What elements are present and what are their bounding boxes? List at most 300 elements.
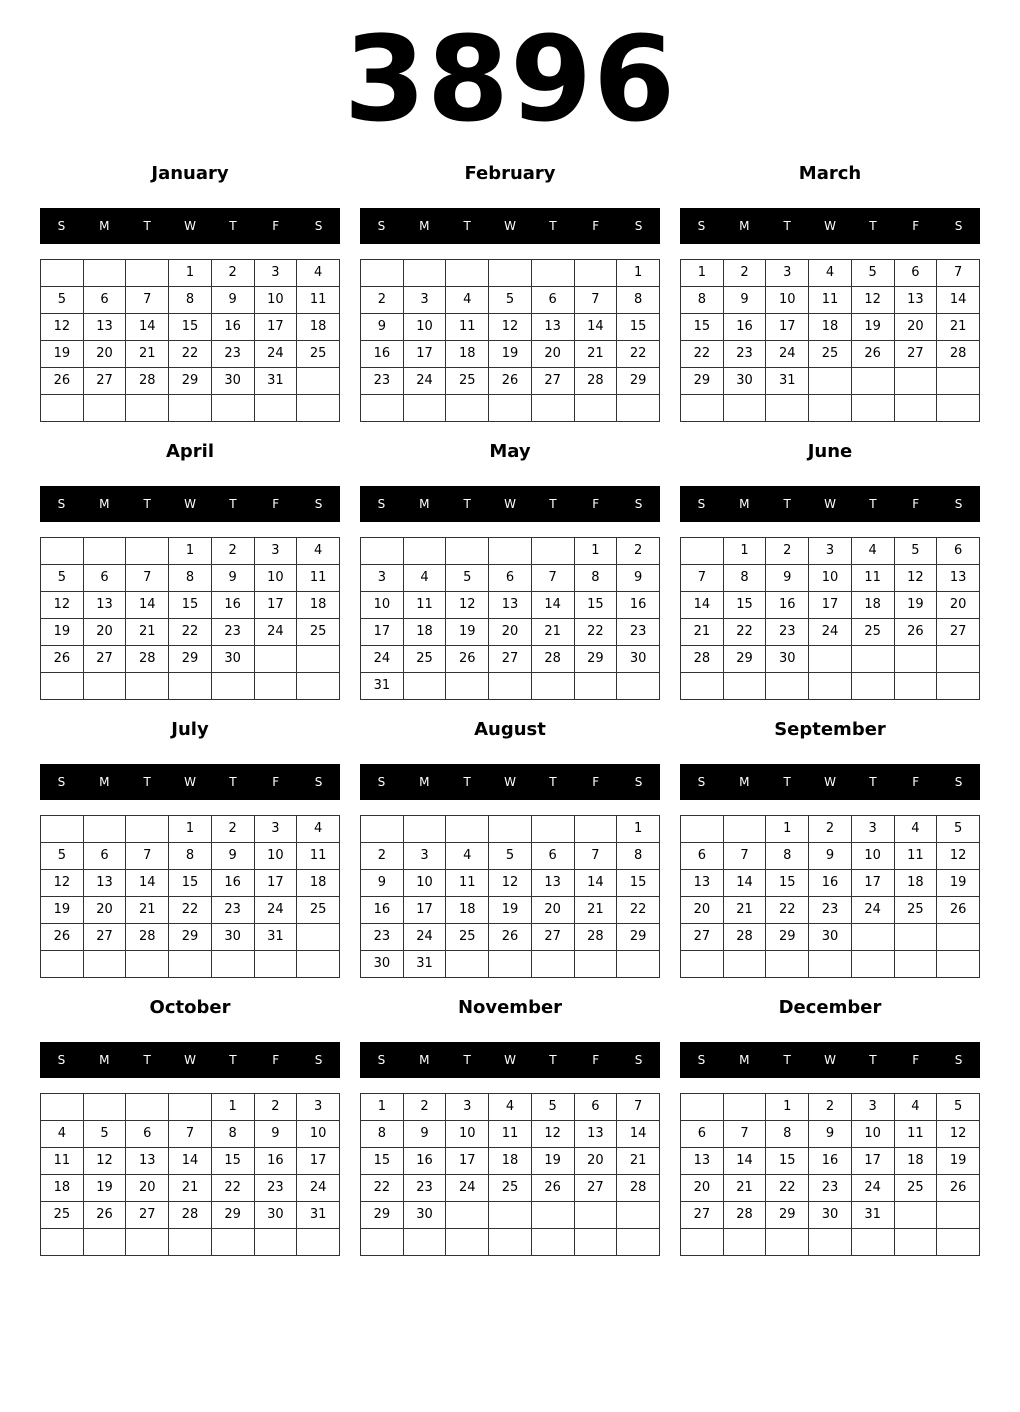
weekday-header [40,486,340,522]
day-cell [254,951,297,978]
weekday-label: T [229,219,237,233]
day-cell: 14 [574,870,617,897]
day-cell: 15 [361,1148,404,1175]
week-row [41,619,340,646]
week-row [361,816,660,843]
day-cell: 13 [126,1148,169,1175]
day-cell: 2 [809,816,852,843]
day-cell: 4 [403,565,446,592]
day-cell: 3 [851,816,894,843]
day-cell: 1 [211,1094,254,1121]
day-cell [489,816,532,843]
day-cell: 16 [617,592,660,619]
day-cell: 20 [531,897,574,924]
weekday-label: T [549,497,557,511]
day-cell: 5 [41,565,84,592]
week-row [361,341,660,368]
day-cell: 24 [297,1175,340,1202]
day-grid [40,259,340,422]
day-cell: 19 [531,1148,574,1175]
day-cell: 23 [211,341,254,368]
weekday-label: T [143,1053,151,1067]
day-cell: 19 [446,619,489,646]
week-row [361,897,660,924]
day-grid [360,537,660,700]
day-cell: 10 [297,1121,340,1148]
day-cell: 18 [894,870,937,897]
day-cell [894,1229,937,1256]
weekday-label: M [99,497,110,511]
day-cell: 21 [681,619,724,646]
day-cell: 9 [617,565,660,592]
day-cell [574,816,617,843]
week-row [361,565,660,592]
weekday-label: S [954,1053,963,1067]
day-cell: 22 [211,1175,254,1202]
week-row [361,368,660,395]
day-cell [681,538,724,565]
day-cell [617,1229,660,1256]
day-cell: 7 [126,843,169,870]
day-cell: 30 [617,646,660,673]
weekday-label: S [377,497,386,511]
day-cell: 29 [766,1202,809,1229]
week-row [681,924,980,951]
day-cell: 11 [809,287,852,314]
weekday-label: W [184,497,196,511]
day-cell: 24 [361,646,404,673]
day-cell: 9 [211,287,254,314]
day-cell: 2 [809,1094,852,1121]
day-cell: 8 [723,565,766,592]
day-cell: 27 [126,1202,169,1229]
weekday-label: T [143,219,151,233]
year-title: 3896 [343,10,677,148]
day-cell: 21 [723,897,766,924]
week-row [41,1094,340,1121]
day-cell: 12 [41,314,84,341]
day-cell: 20 [83,341,126,368]
day-cell: 14 [723,870,766,897]
day-cell: 26 [41,924,84,951]
day-cell [809,1229,852,1256]
day-cell: 10 [254,843,297,870]
day-cell: 4 [809,260,852,287]
day-cell [126,673,169,700]
day-cell: 5 [489,287,532,314]
day-cell: 17 [254,592,297,619]
day-cell: 11 [489,1121,532,1148]
day-cell: 23 [723,341,766,368]
day-cell [83,673,126,700]
weekday-label: M [99,219,110,233]
day-cell: 8 [211,1121,254,1148]
day-cell [851,646,894,673]
weekday-label: S [697,219,706,233]
day-cell: 11 [297,843,340,870]
day-grid [40,815,340,978]
weekday-label: W [504,1053,516,1067]
day-cell: 14 [937,287,980,314]
day-cell [851,1229,894,1256]
day-cell: 30 [211,646,254,673]
day-cell: 28 [531,646,574,673]
weekday-label: T [229,775,237,789]
day-cell: 1 [681,260,724,287]
day-cell: 26 [83,1202,126,1229]
day-cell: 27 [894,341,937,368]
day-cell: 5 [83,1121,126,1148]
day-cell: 29 [723,646,766,673]
weekday-label: T [143,497,151,511]
day-cell: 24 [403,368,446,395]
week-row [681,619,980,646]
day-cell: 8 [574,565,617,592]
day-cell: 21 [617,1148,660,1175]
day-cell: 1 [169,538,212,565]
day-cell: 4 [297,816,340,843]
day-cell: 29 [169,646,212,673]
weekday-label: S [377,1053,386,1067]
week-row [41,816,340,843]
day-cell: 1 [723,538,766,565]
day-cell [894,924,937,951]
week-row [361,1202,660,1229]
day-cell: 9 [723,287,766,314]
day-cell: 15 [681,314,724,341]
month-name: September [774,719,886,740]
day-cell [531,1202,574,1229]
day-cell [894,395,937,422]
day-cell [126,816,169,843]
day-cell: 3 [361,565,404,592]
day-cell: 20 [681,1175,724,1202]
weekday-label: S [314,775,323,789]
weekday-label: T [783,775,791,789]
day-cell: 3 [403,843,446,870]
week-row [361,1094,660,1121]
weekday-label: S [634,775,643,789]
day-cell [894,1202,937,1229]
weekday-label: F [272,497,280,511]
weekday-header [680,486,980,522]
day-cell: 3 [766,260,809,287]
week-row [361,1229,660,1256]
weekday-header [360,764,660,800]
weekday-label: S [57,775,66,789]
day-cell: 1 [169,260,212,287]
day-cell: 5 [851,260,894,287]
day-cell [723,395,766,422]
day-cell: 2 [361,287,404,314]
day-cell: 10 [809,565,852,592]
day-cell [766,1229,809,1256]
day-cell: 13 [83,870,126,897]
day-cell [766,395,809,422]
day-cell: 12 [41,592,84,619]
day-cell: 10 [254,565,297,592]
day-cell: 24 [403,924,446,951]
weekday-label: T [463,1053,471,1067]
day-cell: 9 [809,1121,852,1148]
week-row [41,646,340,673]
day-cell: 11 [894,843,937,870]
day-cell: 22 [681,341,724,368]
day-cell: 31 [403,951,446,978]
weekday-label: S [697,1053,706,1067]
week-row [361,395,660,422]
weekday-label: T [869,1053,877,1067]
day-cell [531,816,574,843]
day-cell: 28 [681,646,724,673]
day-cell [681,395,724,422]
day-cell [937,951,980,978]
day-cell: 7 [126,287,169,314]
weekday-label: W [824,219,836,233]
day-cell [297,673,340,700]
week-row [41,1121,340,1148]
weekday-label: S [57,1053,66,1067]
day-cell: 5 [894,538,937,565]
day-cell: 27 [574,1175,617,1202]
day-cell [297,924,340,951]
day-cell: 17 [851,1148,894,1175]
day-cell: 22 [617,341,660,368]
day-cell: 24 [809,619,852,646]
weekday-header [360,1042,660,1078]
weekday-label: W [824,497,836,511]
weekday-label: T [869,775,877,789]
weekday-label: M [99,1053,110,1067]
day-cell: 10 [446,1121,489,1148]
day-cell: 10 [403,870,446,897]
day-cell: 9 [254,1121,297,1148]
day-cell: 30 [211,368,254,395]
day-cell: 2 [403,1094,446,1121]
day-cell: 21 [574,897,617,924]
day-cell: 6 [531,843,574,870]
day-cell: 26 [41,368,84,395]
day-cell: 31 [766,368,809,395]
day-cell: 1 [617,816,660,843]
day-cell: 12 [937,843,980,870]
day-cell: 14 [126,592,169,619]
day-cell: 22 [723,619,766,646]
day-cell: 22 [169,619,212,646]
day-cell: 21 [126,897,169,924]
day-cell: 2 [361,843,404,870]
weekday-header [680,1042,980,1078]
day-cell [126,1094,169,1121]
day-cell: 9 [211,843,254,870]
day-cell: 12 [489,870,532,897]
day-cell: 23 [403,1175,446,1202]
day-cell [83,395,126,422]
day-cell [446,395,489,422]
day-cell: 28 [126,646,169,673]
day-cell: 7 [169,1121,212,1148]
day-cell [489,673,532,700]
day-cell: 13 [489,592,532,619]
weekday-label: M [739,219,750,233]
weekday-label: W [504,775,516,789]
day-cell: 26 [489,924,532,951]
day-cell: 20 [83,619,126,646]
weekday-label: W [504,497,516,511]
day-cell: 23 [809,897,852,924]
day-cell: 9 [211,565,254,592]
day-cell: 9 [403,1121,446,1148]
week-row [41,538,340,565]
day-cell: 7 [723,843,766,870]
day-cell: 8 [617,287,660,314]
weekday-label: T [549,219,557,233]
week-row [41,395,340,422]
day-cell: 8 [169,565,212,592]
day-cell [297,646,340,673]
day-cell: 7 [723,1121,766,1148]
week-row [41,1202,340,1229]
day-cell [361,538,404,565]
weekday-label: F [272,219,280,233]
day-cell: 3 [809,538,852,565]
day-cell: 18 [297,592,340,619]
day-cell: 13 [681,1148,724,1175]
day-cell: 2 [617,538,660,565]
week-row [41,260,340,287]
weekday-label: M [739,1053,750,1067]
day-cell: 20 [937,592,980,619]
day-cell: 19 [489,341,532,368]
month-name: October [149,997,231,1018]
day-cell: 26 [937,1175,980,1202]
day-cell [446,538,489,565]
day-cell [403,260,446,287]
day-cell [809,395,852,422]
week-row [361,1121,660,1148]
day-cell: 4 [489,1094,532,1121]
day-cell: 28 [937,341,980,368]
day-cell: 18 [446,897,489,924]
day-cell: 25 [851,619,894,646]
day-cell: 8 [169,843,212,870]
day-cell: 29 [681,368,724,395]
day-cell [489,951,532,978]
day-cell: 18 [403,619,446,646]
week-row [681,897,980,924]
day-cell: 17 [403,897,446,924]
week-row [681,565,980,592]
day-cell: 13 [894,287,937,314]
day-cell: 4 [297,260,340,287]
day-cell: 7 [681,565,724,592]
day-cell: 27 [83,646,126,673]
day-cell: 4 [297,538,340,565]
day-cell: 31 [254,368,297,395]
day-cell: 10 [851,1121,894,1148]
week-row [681,870,980,897]
weekday-label: W [504,219,516,233]
day-cell: 23 [211,619,254,646]
week-row [41,897,340,924]
day-cell [851,395,894,422]
day-cell: 13 [83,592,126,619]
day-cell [41,1094,84,1121]
day-cell [851,673,894,700]
day-cell: 20 [489,619,532,646]
day-cell: 30 [211,924,254,951]
day-cell: 25 [894,1175,937,1202]
day-cell: 18 [894,1148,937,1175]
day-cell [297,951,340,978]
day-cell: 23 [766,619,809,646]
week-row [681,1175,980,1202]
day-cell: 28 [574,924,617,951]
weekday-label: M [739,497,750,511]
day-cell: 15 [723,592,766,619]
day-cell [41,816,84,843]
week-row [361,538,660,565]
day-cell [126,260,169,287]
day-cell: 21 [937,314,980,341]
day-cell: 27 [531,368,574,395]
day-cell: 14 [617,1121,660,1148]
day-cell: 22 [617,897,660,924]
weekday-label: T [463,219,471,233]
day-cell: 12 [83,1148,126,1175]
day-cell: 28 [169,1202,212,1229]
day-cell [361,395,404,422]
week-row [681,314,980,341]
day-cell: 24 [851,897,894,924]
day-cell [254,395,297,422]
day-cell: 10 [403,314,446,341]
day-cell [894,368,937,395]
day-cell: 16 [361,897,404,924]
weekday-header [40,764,340,800]
day-cell [297,395,340,422]
day-cell: 1 [766,816,809,843]
day-cell: 13 [574,1121,617,1148]
day-cell: 6 [531,287,574,314]
week-row [361,592,660,619]
weekday-label: S [57,219,66,233]
day-cell [297,368,340,395]
day-cell: 14 [681,592,724,619]
day-cell [126,538,169,565]
day-cell: 11 [41,1148,84,1175]
day-cell: 29 [617,924,660,951]
week-row [681,287,980,314]
day-cell: 8 [681,287,724,314]
day-cell: 16 [809,1148,852,1175]
day-cell [531,673,574,700]
day-cell [937,924,980,951]
day-grid [360,259,660,422]
day-cell [894,951,937,978]
day-cell: 20 [681,897,724,924]
day-cell: 28 [126,924,169,951]
day-cell [403,1229,446,1256]
day-cell: 29 [169,368,212,395]
day-cell: 7 [937,260,980,287]
day-cell: 16 [766,592,809,619]
day-cell: 27 [681,924,724,951]
day-cell: 3 [254,538,297,565]
day-cell: 3 [297,1094,340,1121]
day-cell: 9 [809,843,852,870]
day-cell [169,395,212,422]
